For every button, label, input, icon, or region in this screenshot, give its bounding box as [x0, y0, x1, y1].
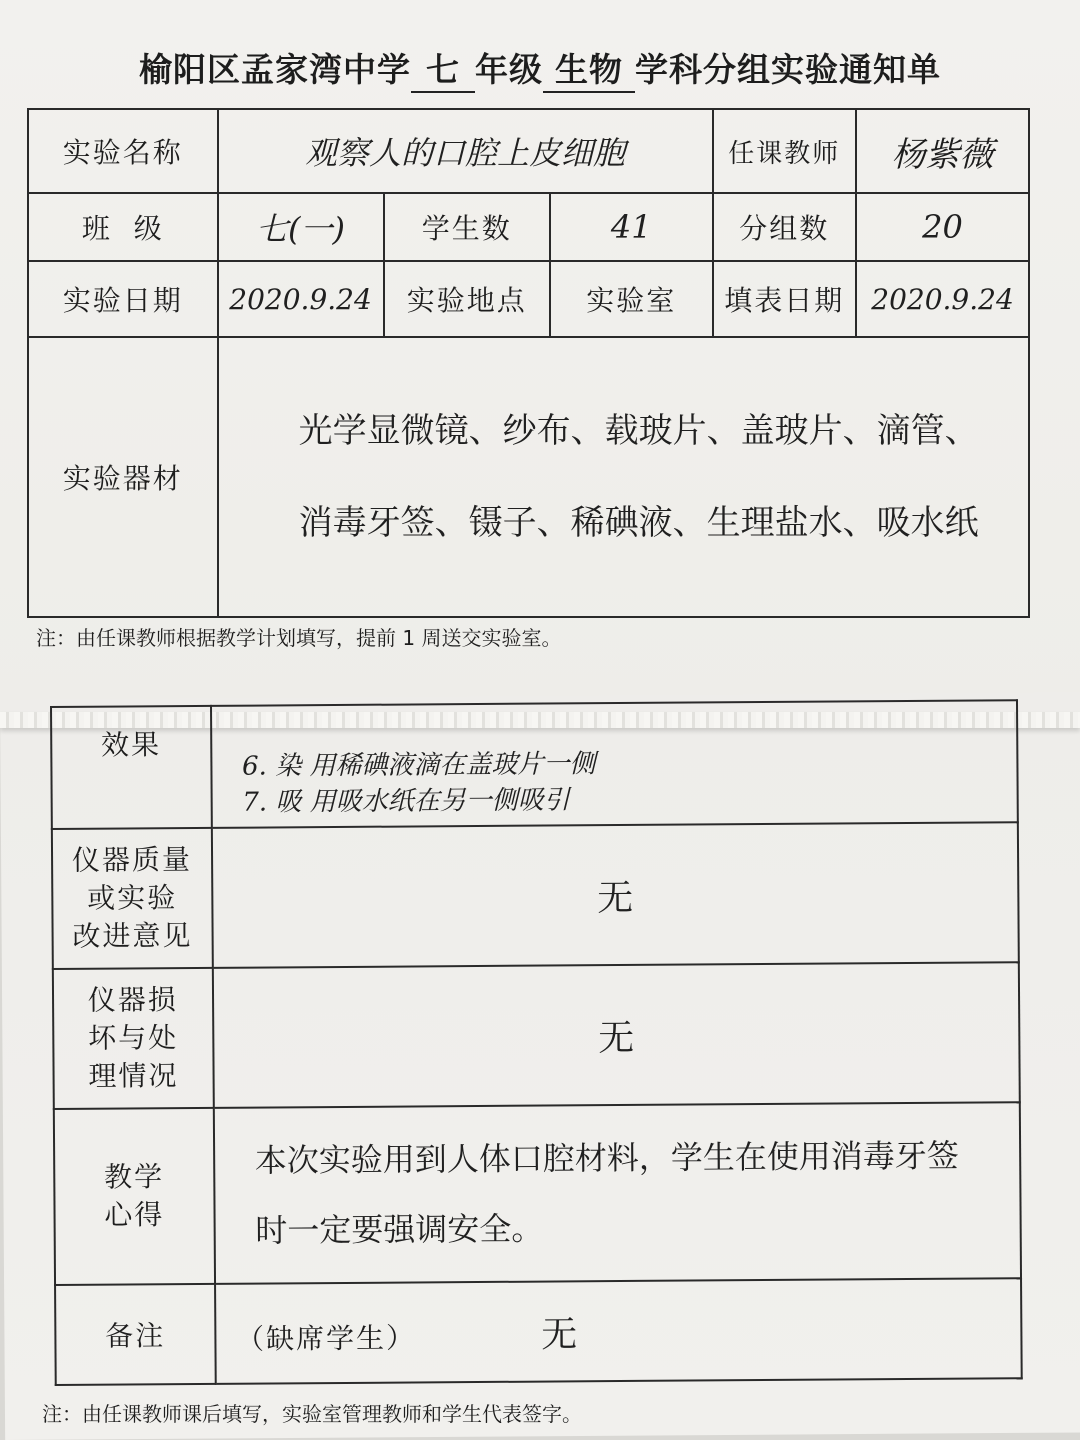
groups-value: 20	[856, 193, 1029, 261]
experiment-date-value: 2020.9.24	[218, 261, 384, 337]
step-6: 6. 染 用稀碘液滴在盖玻片一侧	[241, 749, 596, 782]
equipment-list	[218, 337, 1029, 617]
reflection-value: 本次实验用到人体口腔材料，学生在使用消毒牙签时一定要强调安全。	[213, 1102, 1021, 1284]
students-label: 学生数	[384, 193, 550, 261]
effect-label: 效果	[51, 706, 212, 829]
students-value: 41	[550, 193, 713, 261]
equipment-label: 实验器材	[28, 337, 218, 617]
location-value: 实验室	[550, 261, 713, 337]
damage-label-line2: 坏与处	[88, 1021, 179, 1055]
quality-value: 无	[212, 822, 1019, 968]
title-subject-blank: 生物	[543, 44, 635, 93]
damage-label-line3: 理情况	[88, 1059, 179, 1093]
experiment-date-label: 实验日期	[28, 261, 218, 337]
equipment-line-1: 光学显微镜、纱布、载玻片、盖玻片、滴管、	[298, 411, 979, 451]
location-label: 实验地点	[384, 261, 550, 337]
damage-value: 无	[212, 962, 1019, 1108]
title-grade-word: 年级	[475, 50, 543, 89]
absent-label: （缺席学生）	[235, 1320, 417, 1356]
experiment-name-label: 实验名称	[28, 109, 218, 193]
experiment-name-value: 观察人的口腔上皮细胞	[218, 109, 713, 193]
class-value: 七(一)	[218, 193, 384, 261]
absent-value: 无	[541, 1313, 578, 1356]
class-label: 班 级	[28, 193, 218, 261]
procedure-steps	[211, 700, 1018, 828]
fill-date-label: 填表日期	[713, 261, 857, 337]
remarks-cell	[215, 1278, 1022, 1384]
reflection-label	[54, 1108, 215, 1285]
damage-label	[53, 968, 214, 1109]
reflection-label-line2: 心得	[104, 1198, 165, 1232]
remarks-label: 备注	[55, 1284, 215, 1385]
equipment-line-2: 消毒牙签、镊子、稀碘液、生理盐水、吸水纸	[298, 503, 979, 543]
reflection-label-line1: 教学	[103, 1160, 165, 1194]
teacher-label: 任课教师	[713, 109, 857, 193]
teacher-signature: 杨紫薇	[856, 109, 1029, 193]
quality-label-line2: 或实验	[87, 881, 178, 915]
title-grade-blank: 七	[411, 44, 475, 93]
groups-label: 分组数	[713, 193, 857, 261]
quality-label	[52, 828, 213, 969]
fill-date-value: 2020.9.24	[856, 261, 1029, 337]
damage-label-line1: 仪器损	[87, 983, 178, 1017]
quality-label-line3: 改进意见	[72, 919, 193, 953]
notice-form-table	[27, 108, 1030, 618]
form-title	[0, 44, 1080, 93]
feedback-form-table	[50, 699, 1023, 1386]
title-school: 榆阳区孟家湾中学	[139, 50, 411, 89]
top-note: 注：由任课教师根据教学计划填写，提前 1 周送交实验室。	[36, 626, 562, 650]
quality-label-line1: 仪器质量	[71, 843, 193, 877]
title-suffix: 学科分组实验通知单	[635, 50, 941, 89]
step-7: 7. 吸 用吸水纸在另一侧吸引	[242, 785, 570, 818]
bottom-note: 注：由任课教师课后填写，实验室管理教师和学生代表签字。	[42, 1402, 582, 1426]
